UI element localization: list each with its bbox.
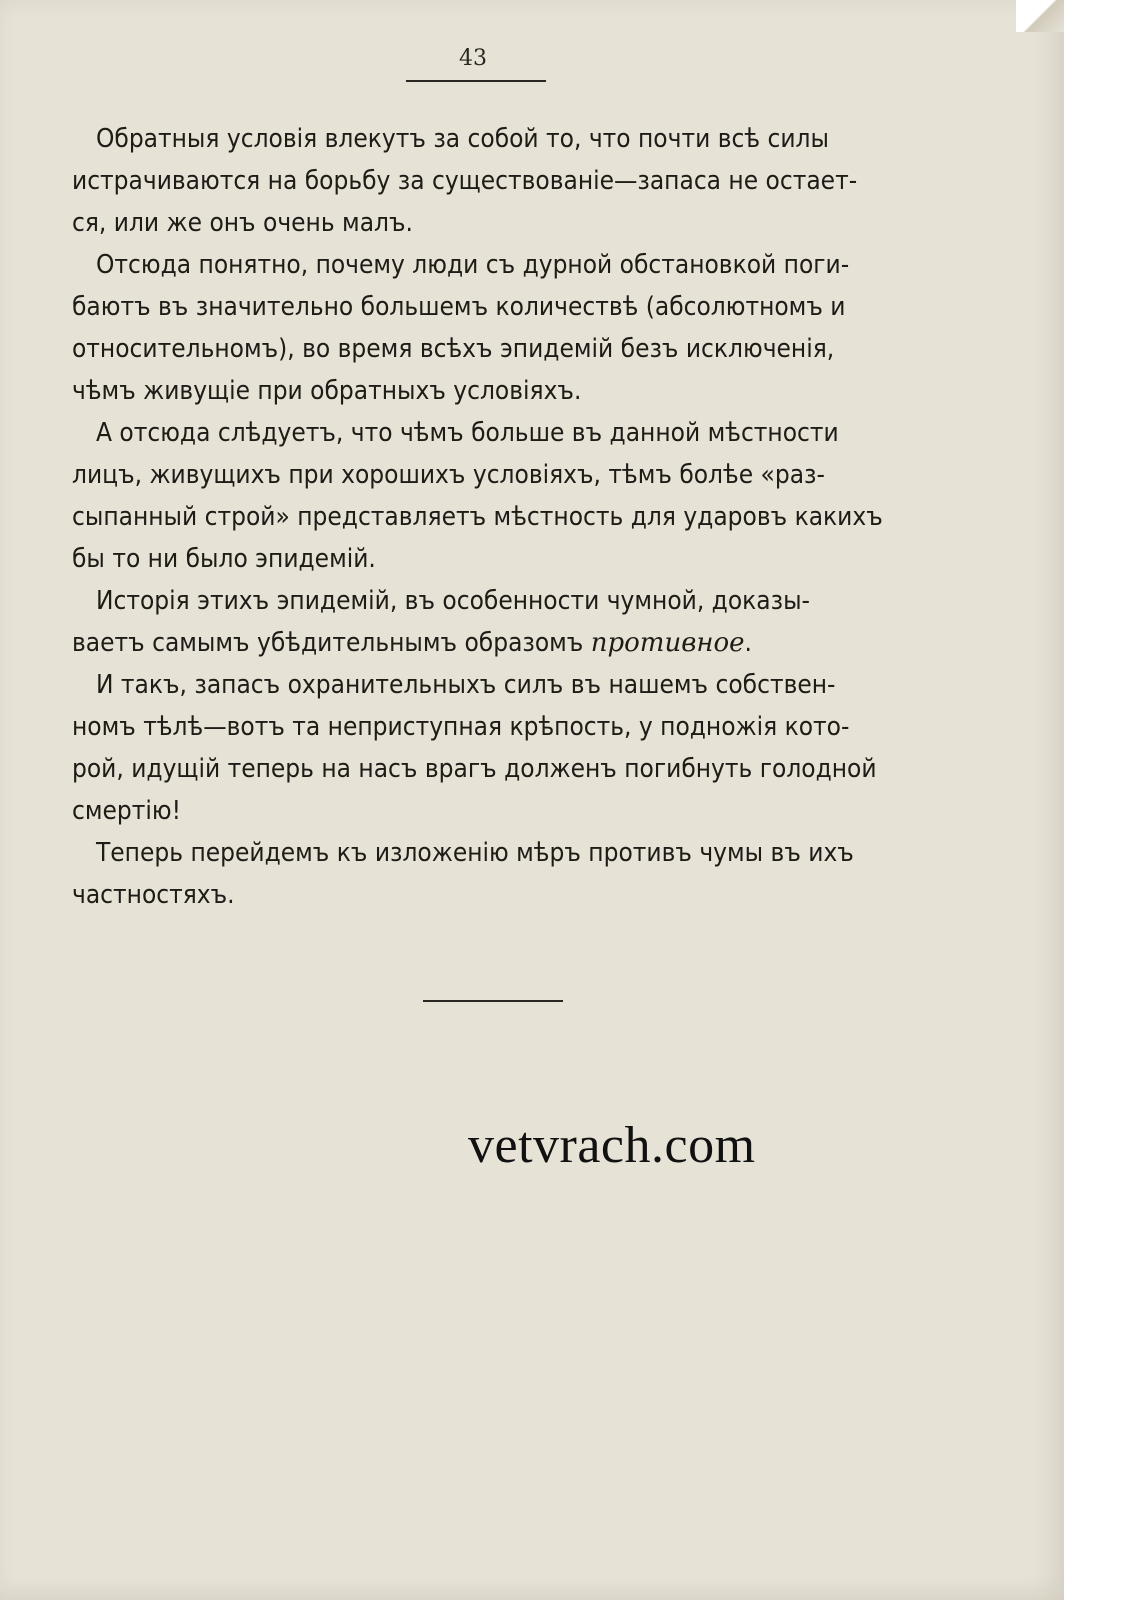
text-line: баютъ въ значительно большемъ количествѣ (абсолютномъ и xyxy=(72,292,846,322)
emphasized-word: противное xyxy=(590,628,745,658)
text-line: смертію! xyxy=(72,796,181,826)
text-line: Обратныя условія влекутъ за собой то, что почти всѣ силы xyxy=(96,124,829,154)
page-number: 43 xyxy=(459,46,487,71)
text-fragment: ваетъ самымъ убѣдительнымъ образомъ xyxy=(72,628,591,658)
text-line: Отсюда понятно, почему люди съ дурной обстановкой поги- xyxy=(96,250,850,280)
paragraph-1 xyxy=(72,118,896,244)
text-line: номъ тѣлѣ—вотъ та неприступная крѣпость, у подножія кото- xyxy=(72,712,850,742)
page-corner-fold xyxy=(1016,0,1064,32)
paragraph-4 xyxy=(72,580,896,664)
text-line: лицъ, живущихъ при хорошихъ условіяхъ, тѣмъ болѣе «раз- xyxy=(72,460,825,490)
text-line: сыпанный строй» представляетъ мѣстность для ударовъ какихъ xyxy=(72,502,883,532)
text-line: частностяхъ. xyxy=(72,880,235,910)
text-line xyxy=(72,622,896,664)
paragraph-2 xyxy=(72,244,896,412)
paragraph-3 xyxy=(72,412,896,580)
body-text xyxy=(72,118,896,916)
text-line: И такъ, запасъ охранительныхъ силъ въ нашемъ собствен- xyxy=(96,670,836,700)
text-line: истрачиваются на борьбу за существованіе—запаса не остает- xyxy=(72,166,858,196)
section-divider xyxy=(423,1000,563,1002)
paragraph-6 xyxy=(72,832,896,916)
text-line: бы то ни было эпидемій. xyxy=(72,544,376,574)
watermark: vetvrach.com xyxy=(468,1117,756,1174)
text-line: чѣмъ живущіе при обратныхъ условіяхъ. xyxy=(72,376,582,406)
text-line: ся, или же онъ очень малъ. xyxy=(72,208,413,238)
text-fragment: . xyxy=(744,628,752,658)
text-line: относительномъ), во время всѣхъ эпидемій безъ исключенія, xyxy=(72,334,835,364)
text-line: Теперь перейдемъ къ изложенію мѣръ противъ чумы въ ихъ xyxy=(96,838,854,868)
text-line: А отсюда слѣдуетъ, что чѣмъ больше въ данной мѣстности xyxy=(96,418,839,448)
paragraph-5 xyxy=(72,664,896,832)
text-line: рой, идущій теперь на насъ врагъ долженъ погибнуть голодной xyxy=(72,754,877,784)
page-number-rule xyxy=(406,80,546,82)
text-line: Исторія этихъ эпидемій, въ особенности чумной, доказы- xyxy=(96,586,810,616)
